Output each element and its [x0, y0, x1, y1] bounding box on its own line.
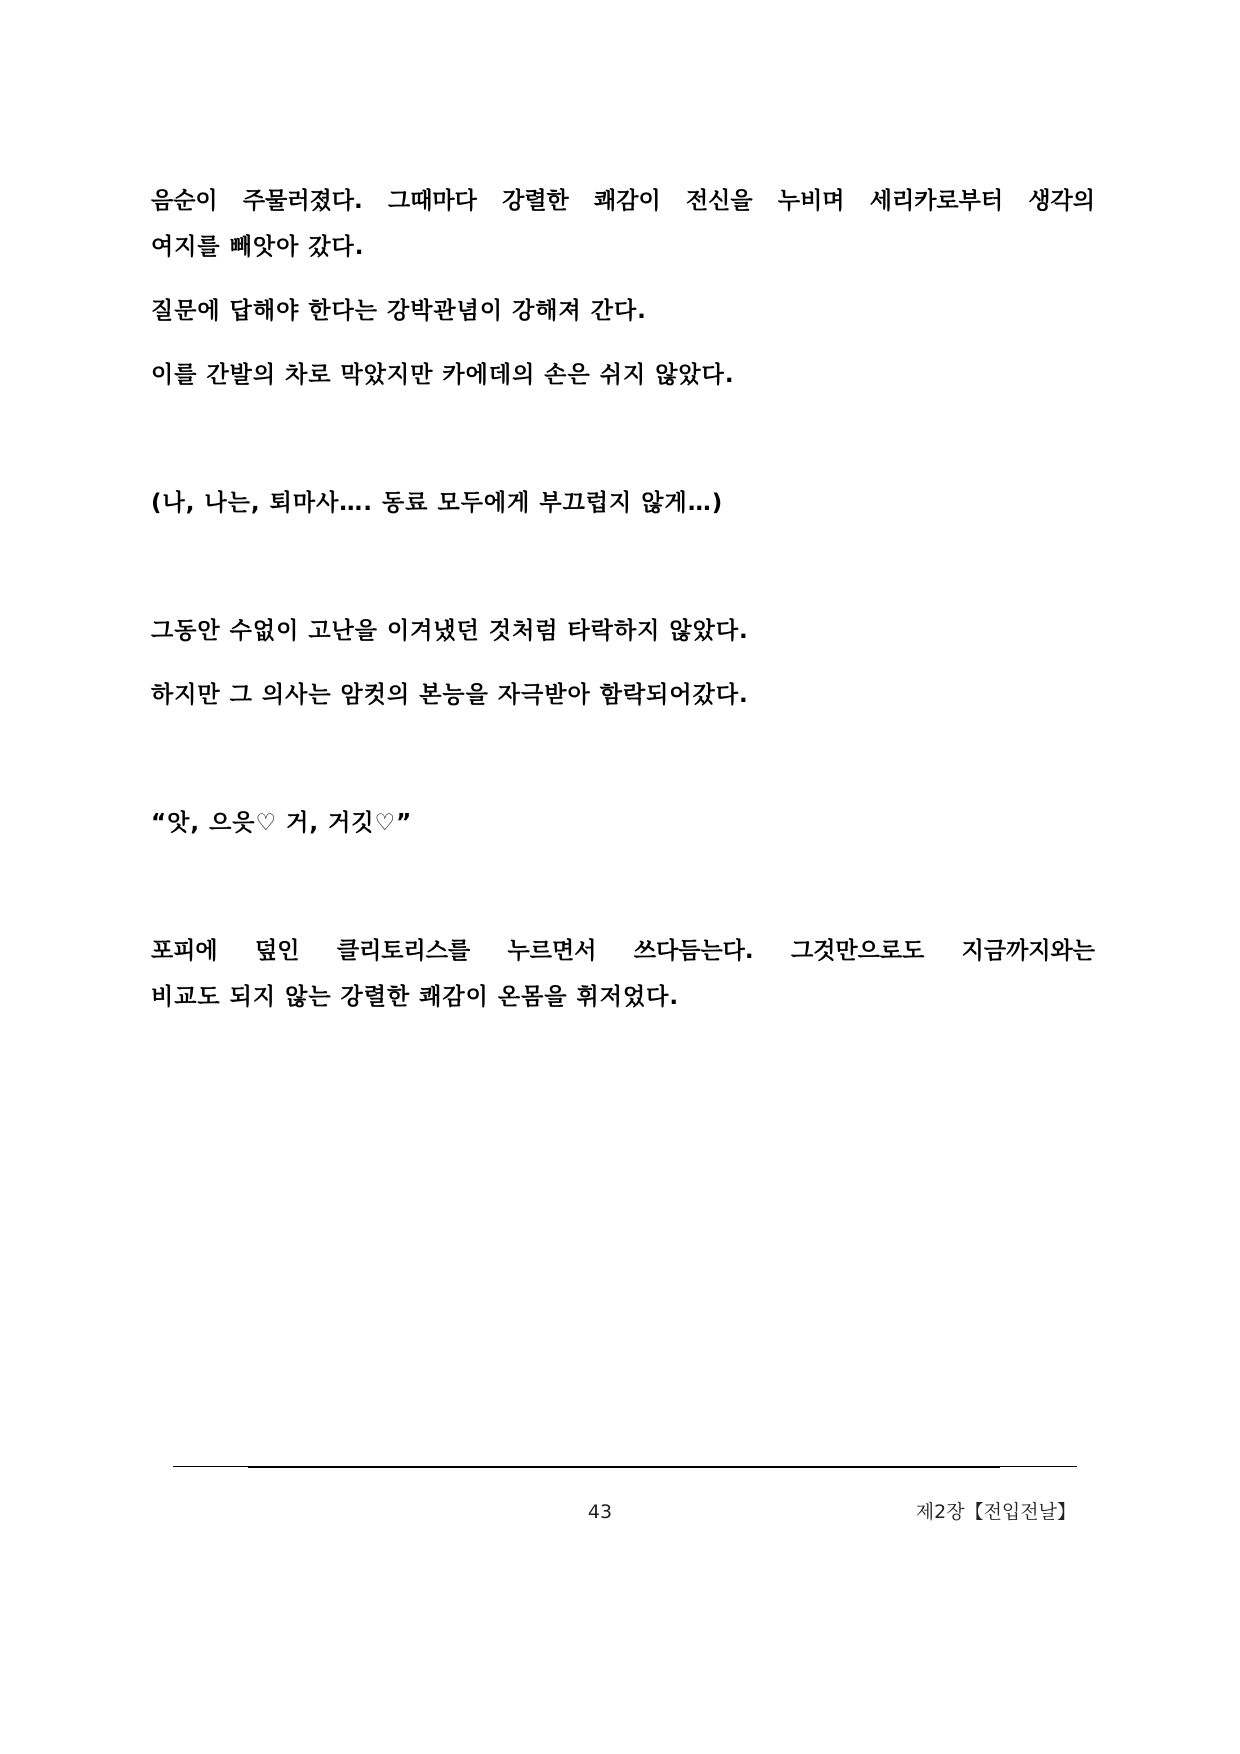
body-line-6: 그동안 수없이 고난을 이겨냈던 것처럼 타락하지 않았다. — [151, 618, 749, 644]
body-line-4: 이를 간발의 차로 막았지만 카에데의 손은 쉬지 않았다. — [151, 362, 735, 388]
body-line-5: (나, 나는, 퇴마사…. 동료 모두에게 부끄럽지 않게…) — [151, 490, 724, 516]
page-number: 43 — [587, 1501, 613, 1523]
dialogue-line: “앗, 으읏♡ 거, 거깃♡” — [151, 810, 413, 836]
chapter-title: 제2장【전입전날】 — [915, 1501, 1076, 1523]
body-line-1: 음순이 주물러졌다. 그때마다 강렬한 쾌감이 전신을 누비며 세리카로부터 생각의 — [151, 188, 1095, 214]
body-line-3: 질문에 답해야 한다는 강박관념이 강해져 간다. — [151, 298, 647, 324]
footer-divider-thick — [248, 1466, 1000, 1468]
body-line-9: 포피에 덮인 클리토리스를 누르면서 쓰다듬는다. 그것만으로도 지금까지와는 — [151, 938, 1095, 964]
body-line-10: 비교도 되지 않는 강렬한 쾌감이 온몸을 휘저었다. — [151, 984, 680, 1010]
body-line-7: 하지만 그 의사는 암컷의 본능을 자극받아 함락되어갔다. — [151, 682, 749, 708]
body-line-2: 여지를 빼앗아 갔다. — [151, 234, 365, 260]
